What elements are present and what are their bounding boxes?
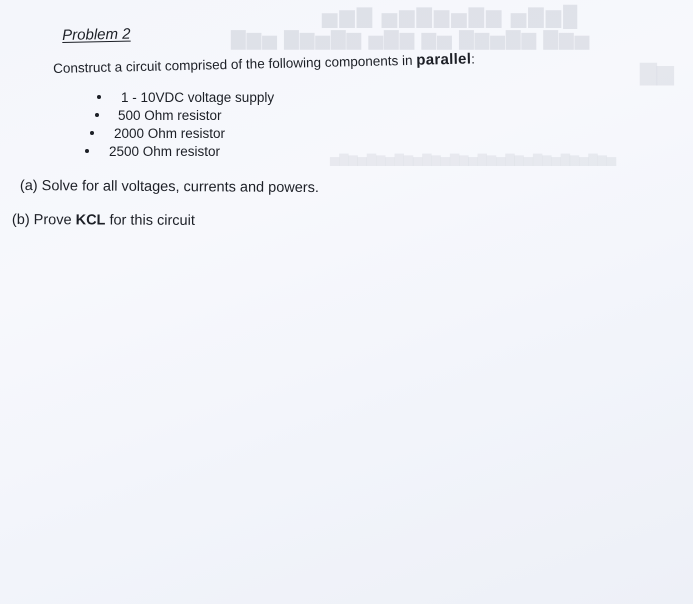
- question-b-text: (b) Prove: [11, 212, 76, 229]
- question-b-suffix: for this circuit: [105, 212, 195, 229]
- bullet-icon: [95, 113, 99, 117]
- problem-title: Problem 2: [62, 25, 131, 44]
- intro-text: Construct a circuit comprised of the following components in: [53, 52, 417, 76]
- problem-intro: [53, 50, 475, 77]
- bleed-through-text: ▆▇: [640, 60, 674, 85]
- intro-keyword: parallel: [416, 50, 472, 69]
- component-label: 2500 Ohm resistor: [109, 144, 221, 159]
- component-label: 1 - 10VDC voltage supply: [121, 90, 275, 105]
- question-b: [12, 212, 195, 229]
- bullet-icon: [97, 95, 101, 99]
- intro-suffix: :: [471, 51, 476, 67]
- bullet-icon: [85, 149, 89, 153]
- bleed-through-text: █▆▇▅ ▆▇▅▆▇▆▅ ▇▆▅: [320, 6, 578, 28]
- component-label: 2000 Ohm resistor: [114, 126, 226, 141]
- question-a: (a) Solve for all voltages, currents and powers.: [19, 178, 319, 197]
- component-label: 500 Ohm resistor: [118, 108, 222, 123]
- bleed-through-text: ▅▆▇▅▆▇▅▆▇▅▆▇▅▆▇▅▆▇▅▆▇▅▆▇▅▆▇▅▆▇▅: [330, 152, 617, 166]
- bullet-icon: [90, 131, 94, 135]
- bleed-through-text: ▅▆▇ ▆▇▅▆▇ ▅▆ ▆▇▅ ▆▇▅▆▇ ▅▆▇: [230, 29, 590, 50]
- question-b-keyword: KCL: [75, 212, 106, 229]
